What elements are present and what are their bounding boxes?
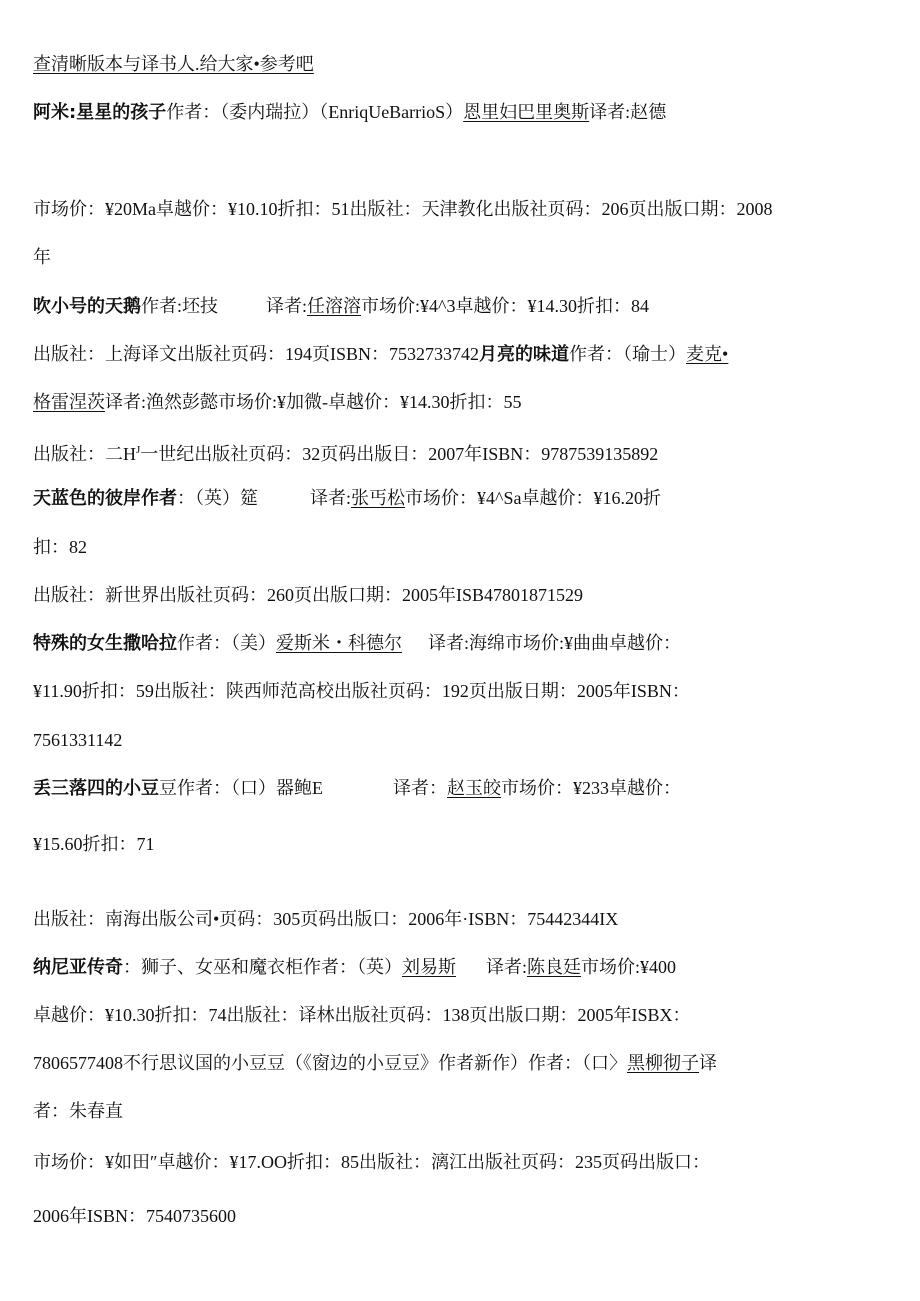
header-note xyxy=(33,52,314,76)
entry-line-14: 丢三落四的小豆豆作者：（口）器鲍E 译者：赵玉皎市场价：¥233卓越价： xyxy=(33,778,681,799)
book-title: 特殊的女生撒哈拉 xyxy=(33,633,177,654)
entry-line-15: ¥15.60折扣：71 xyxy=(33,834,155,854)
book-title: 纳尼亚传奇 xyxy=(33,957,123,978)
author-link[interactable]: 刘易斯 xyxy=(402,957,456,977)
author-link[interactable]: 格雷涅茨 xyxy=(33,392,105,412)
entry-line-22: 2006年ISBN：7540735600 xyxy=(33,1206,237,1226)
entry-line-21: 市场价：¥如田″卓越价：¥17.OO折扣：85出版社：漓江出版社页码：235页码出版口： xyxy=(33,1152,710,1172)
entry-line-7: 出版社：二$H^J$一世纪出版社页码：32页码出版日：2007年ISBN：9787539135892 xyxy=(33,444,659,464)
header-text: 查清晰版本与译书人.给大家•参考吧 xyxy=(33,54,314,74)
author-link[interactable]: 恩里妇巴里奥斯 xyxy=(463,102,590,122)
book-title: 吹小号的天鹅 xyxy=(33,296,141,317)
entry-line-10: 出版社：新世界出版社页码：260页出版口期：2005年ISB47801871529 xyxy=(33,585,584,605)
entry-line-19: 7806577408不行思议国的小豆豆（《窗边的小豆豆》作者新作）作者：（口〉黑柳彻子译 xyxy=(33,1053,717,1073)
entry-line-16: 出版社：南海出版公司•页码：305页码出版口：2006年·ISBN：75442344IX xyxy=(33,909,619,929)
book-title: 阿米:星星的孩子 xyxy=(33,102,167,123)
author-link[interactable]: 黑柳彻子 xyxy=(627,1053,699,1073)
entry-line-2: 市场价：¥20Ma卓越价：¥10.10折扣：51出版社：天津教化出版社页码：206页出版口期：2008 xyxy=(33,199,773,219)
entry-line-5: 出版社：上海译文出版社页码：194页ISBN：7532733742月亮的味道作者：（瑜士）麦克• xyxy=(33,344,729,365)
author-link[interactable]: 爱斯米・科德尔 xyxy=(276,633,402,653)
book-title: 丢三落四的小豆 xyxy=(33,778,159,799)
entry-line-9: 扣：82 xyxy=(33,537,87,557)
entry-line-6: 格雷涅茨译者:渔然彭懿市场价:¥加微-卓越价：¥14.30折扣：55 xyxy=(33,392,522,412)
entry-line-11: 特殊的女生撒哈拉作者：（美）爱斯米・科德尔 译者:海绵市场价:¥曲曲卓越价： xyxy=(33,633,682,654)
author-link[interactable]: 麦克• xyxy=(686,344,729,364)
entry-line-4: 吹小号的天鹅作者:坯技 译者:任溶溶市场价:¥4^3卓越价：¥14.30折扣：84 xyxy=(33,296,649,317)
translator-link[interactable]: 任溶溶 xyxy=(307,296,362,316)
entry-line-13: 7561331142 xyxy=(33,730,123,750)
entry-line-18: 卓越价：¥10.30折扣：74出版社：译林出版社页码：138页出版口期：2005年ISBX： xyxy=(33,1005,691,1025)
entry-line-8: 天蓝色的彼岸作者：（英）筵 译者:张丐松市场价：¥4^Sa卓越价：¥16.20折 xyxy=(33,488,661,509)
translator-link[interactable]: 张丐松 xyxy=(351,488,406,508)
entry-line-17: 纳尼亚传奇：狮子、女巫和魔衣柜作者：（英）刘易斯 译者:陈良廷市场价:¥400 xyxy=(33,957,677,978)
book-title: 月亮的味道 xyxy=(479,344,570,365)
entry-line-3: 年 xyxy=(33,247,51,267)
entry-line-1: 阿米:星星的孩子作者：（委内瑞拉）（EnriqUeBarrioS）恩里妇巴里奥斯译者:赵德 xyxy=(33,102,667,123)
book-title: 天蓝色的彼岸作者 xyxy=(33,488,177,509)
entry-line-12: ¥11.90折扣：59出版社：陕西师范高校出版社页码：192页出版日期：2005年ISBN： xyxy=(33,681,690,701)
translator-link[interactable]: 赵玉皎 xyxy=(447,778,501,798)
entry-line-20: 者：朱春直 xyxy=(33,1101,123,1121)
translator-link[interactable]: 陈良廷 xyxy=(527,957,582,977)
